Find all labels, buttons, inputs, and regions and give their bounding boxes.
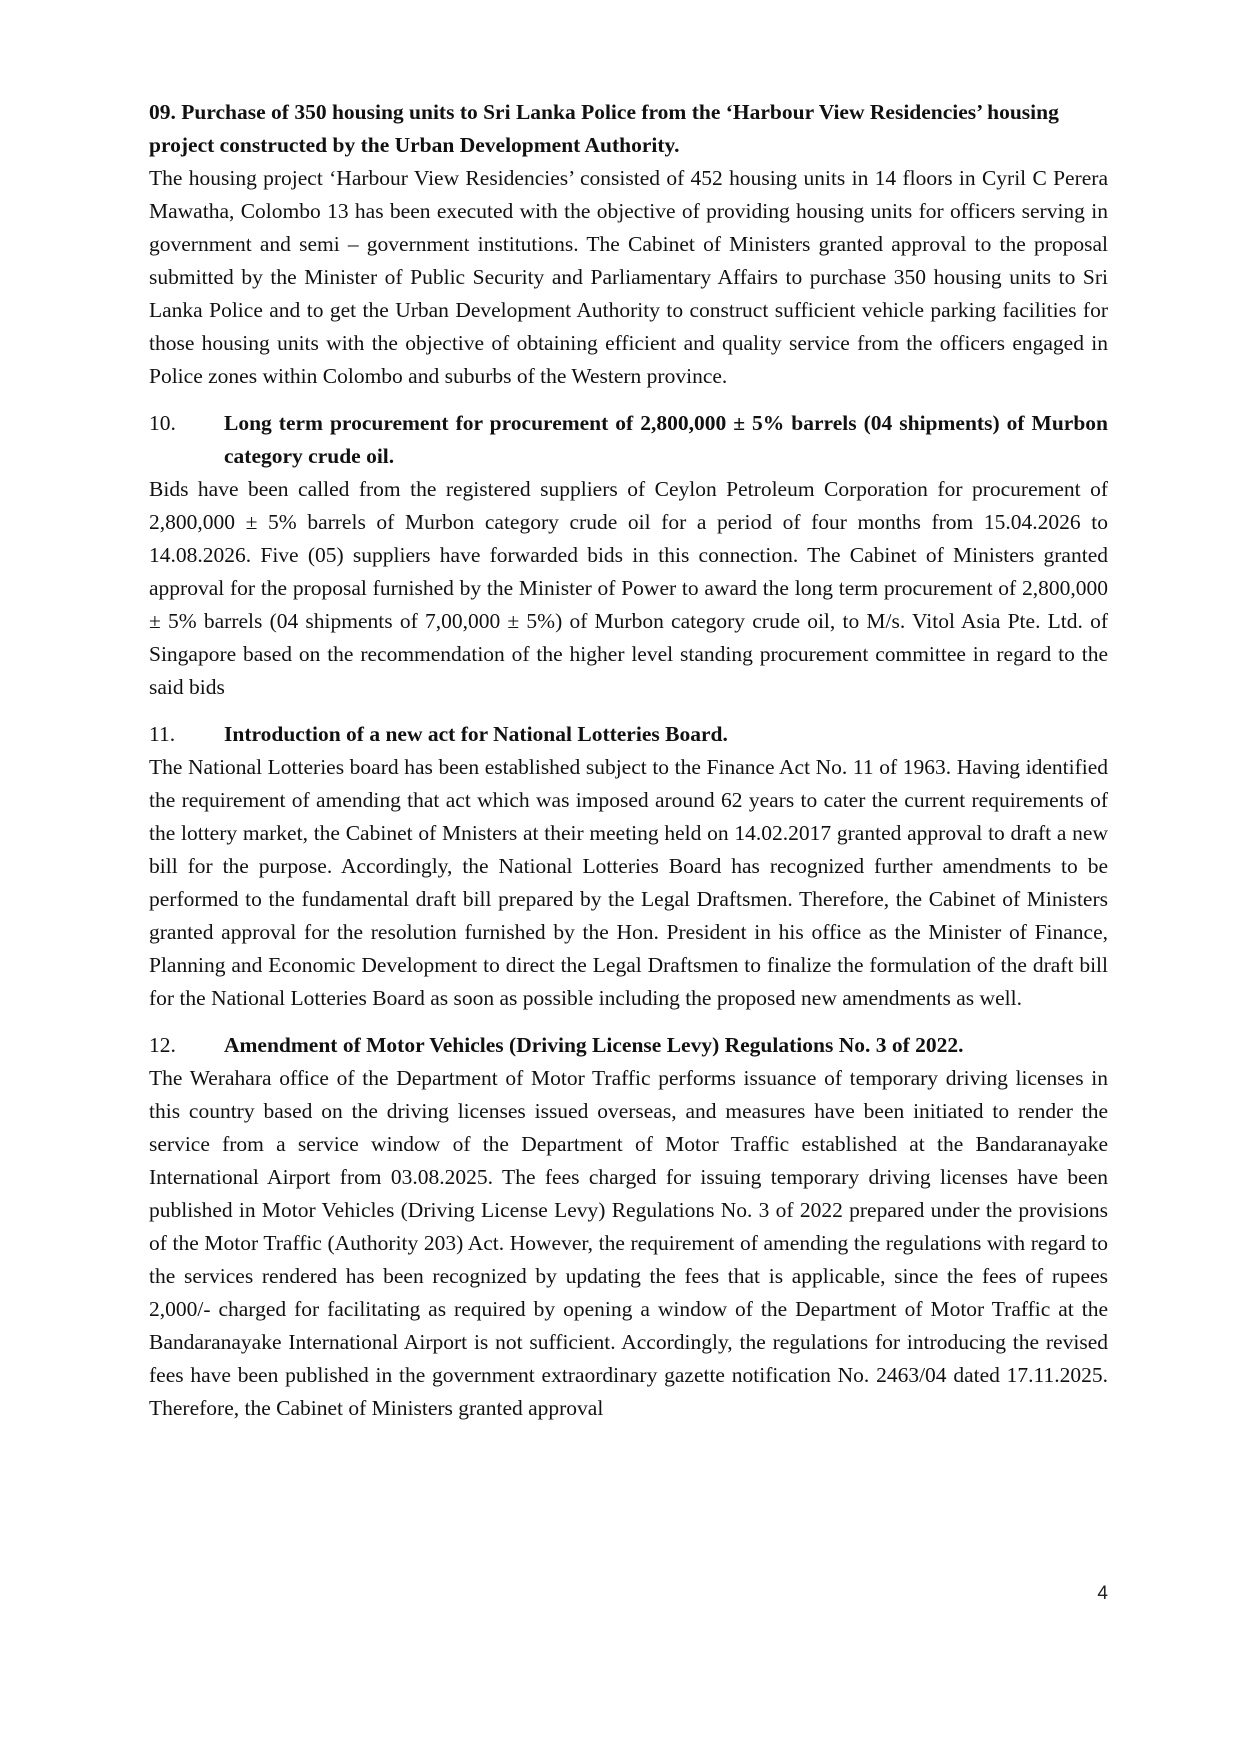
section-number: 11. bbox=[149, 722, 176, 746]
section-body: The Werahara office of the Department of Motor Traffic performs issuance of temporary driving licenses in this country based on the driving licenses issued overseas, and measures have been initiated to render the service from a service window of the Department of Motor Traffic established at the Bandaranayake International Airport from 03.08.2025. The fees charged for issuing temporary driving licenses have been published in Motor Vehicles (Driving License Levy) Regulations No. 3 of 2022 prepared under the provisions of the Motor Traffic (Authority 203) Act. However, the requirement of amending the regulations with regard to the services rendered has been recognized by updating the fees that is applicable, since the fees of rupees 2,000/- charged for facilitating as required by opening a window of the Department of Motor Traffic at the Bandaranayake International Airport is not sufficient. Accordingly, the regulations for introducing the revised fees have been published in the government extraordinary gazette notification No. 2463/04 dated 17.11.2025. Therefore, the Cabinet of Ministers granted approval bbox=[149, 1066, 1108, 1420]
section-body: The housing project ‘Harbour View Residencies’ consisted of 452 housing units in 14 floors in Cyril C Perera Mawatha, Colombo 13 has been executed with the objective of providing housing units for officers serving in government and semi – government institutions. The Cabinet of Ministers granted approval to the proposal submitted by the Minister of Public Security and Parliamentary Affairs to purchase 350 housing units to Sri Lanka Police and to get the Urban Development Authority to construct sufficient vehicle parking facilities for those housing units with the objective of obtaining efficient and quality service from the officers engaged in Police zones within Colombo and suburbs of the Western province. bbox=[149, 166, 1108, 388]
section-body: Bids have been called from the registered suppliers of Ceylon Petroleum Corporation for procurement of 2,800,000 ± 5% barrels of Murbon category crude oil for a period of four months from 15.04.2026 to 14.08.2026. Five (05) suppliers have forwarded bids in this connection. The Cabinet of Ministers granted approval for the proposal furnished by the Minister of Power to award the long term procurement of 2,800,000 ± 5% barrels (04 shipments of 7,00,000 ± 5%) of Murbon category crude oil, to M/s. Vitol Asia Pte. Ltd. of Singapore based on the recommendation of the higher level standing procurement committee in regard to the said bids bbox=[149, 477, 1108, 699]
section-11 bbox=[149, 718, 1108, 1015]
section-heading: Amendment of Motor Vehicles (Driving License Levy) Regulations No. 3 of 2022. bbox=[224, 1033, 964, 1057]
section-heading: Long term procurement for procurement of 2,800,000 ± 5% barrels (04 shipments) of Murbon category crude oil. bbox=[224, 411, 1108, 468]
page-number: 4 bbox=[1097, 1583, 1108, 1604]
section-heading-row bbox=[149, 718, 1108, 751]
section-heading-row bbox=[149, 407, 1108, 473]
section-09 bbox=[149, 96, 1108, 393]
document-page bbox=[149, 96, 1108, 1439]
section-number: 10. bbox=[149, 411, 176, 435]
section-heading: Introduction of a new act for National Lotteries Board. bbox=[224, 722, 728, 746]
section-heading: 09. Purchase of 350 housing units to Sri Lanka Police from the ‘Harbour View Residencies’ housing project constructed by the Urban Development Authority. bbox=[149, 100, 1059, 157]
section-body: The National Lotteries board has been established subject to the Finance Act No. 11 of 1963. Having identified the requirement of amending that act which was imposed around 62 years to cater the current requirements of the lottery market, the Cabinet of Mnisters at their meeting held on 14.02.2017 granted approval to draft a new bill for the purpose. Accordingly, the National Lotteries Board has recognized further amendments to be performed to the fundamental draft bill prepared by the Legal Draftsmen. Therefore, the Cabinet of Ministers granted approval for the resolution furnished by the Hon. President in his office as the Minister of Finance, Planning and Economic Development to direct the Legal Draftsmen to finalize the formulation of the draft bill for the National Lotteries Board as soon as possible including the proposed new amendments as well. bbox=[149, 755, 1108, 1010]
section-10 bbox=[149, 407, 1108, 704]
section-12 bbox=[149, 1029, 1108, 1425]
section-number: 12. bbox=[149, 1033, 176, 1057]
section-heading-row bbox=[149, 1029, 1108, 1062]
